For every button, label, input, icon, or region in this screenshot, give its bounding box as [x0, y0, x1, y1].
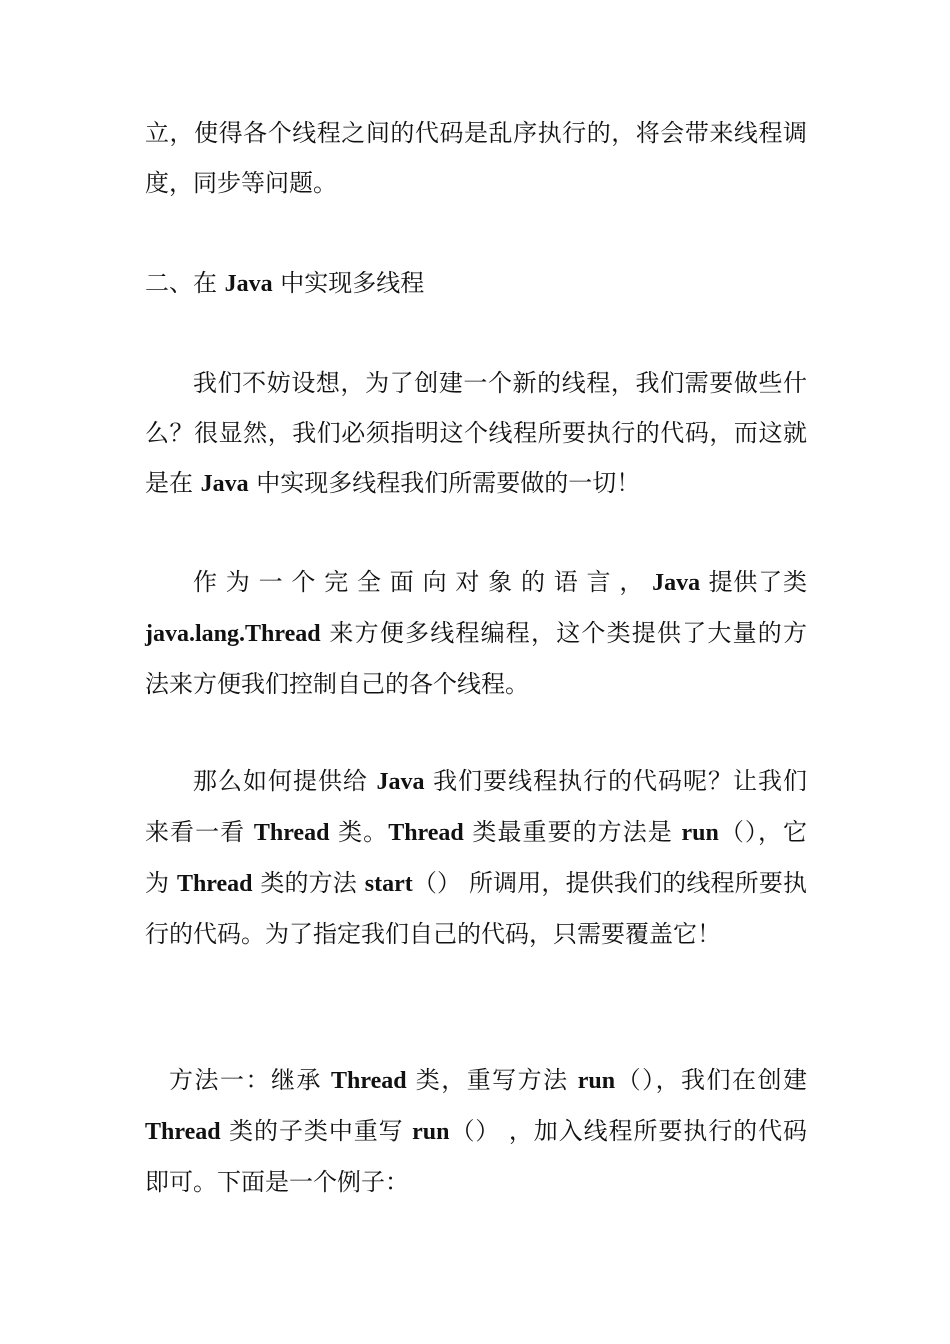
text-run: 类的子类中重写 [220, 1117, 413, 1145]
text-run: （），我们在创建 [615, 1066, 807, 1094]
paragraph-thread-class [145, 557, 807, 709]
text-run: 我们要线程执行的代码呢？让我们来看一看 [145, 767, 807, 846]
keyword-thread: Thread [253, 820, 330, 846]
keyword-thread: Thread [331, 1068, 407, 1094]
text-run: 类，重写方法 [406, 1066, 578, 1094]
text-run: 中实现多线程 [272, 269, 425, 297]
text-run: 方法一：继承 [169, 1066, 332, 1094]
section-heading [145, 258, 807, 309]
keyword-run: run [412, 1119, 450, 1145]
text-run: 类。 [329, 818, 389, 846]
text-run: 作为一个完全面向对象的语言， [193, 568, 653, 596]
keyword-thread: Thread [145, 1119, 221, 1145]
keyword-run: run [681, 820, 719, 846]
paragraph-method-one [145, 1055, 807, 1207]
keyword-thread: Thread [176, 871, 253, 897]
text-run: （） 所调用，提供我们的线程所要执行的代码。为了指定我们自己的代码，只需要覆盖它！ [145, 869, 807, 948]
text-run: 那么如何提供给 [193, 767, 377, 795]
text-run: 二、在 [145, 269, 225, 297]
text-run: （） ，加入线程所要执行的代码即可。下面是一个例子： [145, 1117, 807, 1196]
text-run: 中实现多线程我们所需要做的一切！ [248, 469, 641, 497]
text-run: 立，使得各个线程之间的代码是乱序执行的，将会带来线程调度，同步等问题。 [145, 119, 807, 197]
text-run: 提供了类 [700, 568, 807, 596]
text-run: 来方便多线程编程，这个类提供了大量的方法来方便我们控制自己的各个线程。 [145, 619, 807, 698]
text-run: 类最重要的方法是 [463, 818, 682, 846]
keyword-java: Java [376, 769, 425, 795]
text-run: 我们不妨设想，为了创建一个新的线程，我们需要做些什么？很显然，我们必须指明这个线程所要执行的代码，而这就是在 [145, 369, 807, 497]
keyword-java: Java [652, 570, 701, 596]
text-run: （），它为 [145, 818, 807, 897]
paragraph-continuation [145, 108, 807, 208]
paragraph-run-method [145, 756, 807, 959]
paragraph-intro [145, 358, 807, 509]
keyword-run: run [577, 1068, 616, 1094]
keyword-thread: Thread [388, 820, 464, 846]
keyword-java: Java [224, 271, 273, 297]
text-run: 类的方法 [252, 869, 365, 897]
keyword-java: Java [200, 471, 249, 497]
keyword-class-name: java.lang.Thread [145, 621, 321, 647]
keyword-start: start [364, 871, 413, 897]
